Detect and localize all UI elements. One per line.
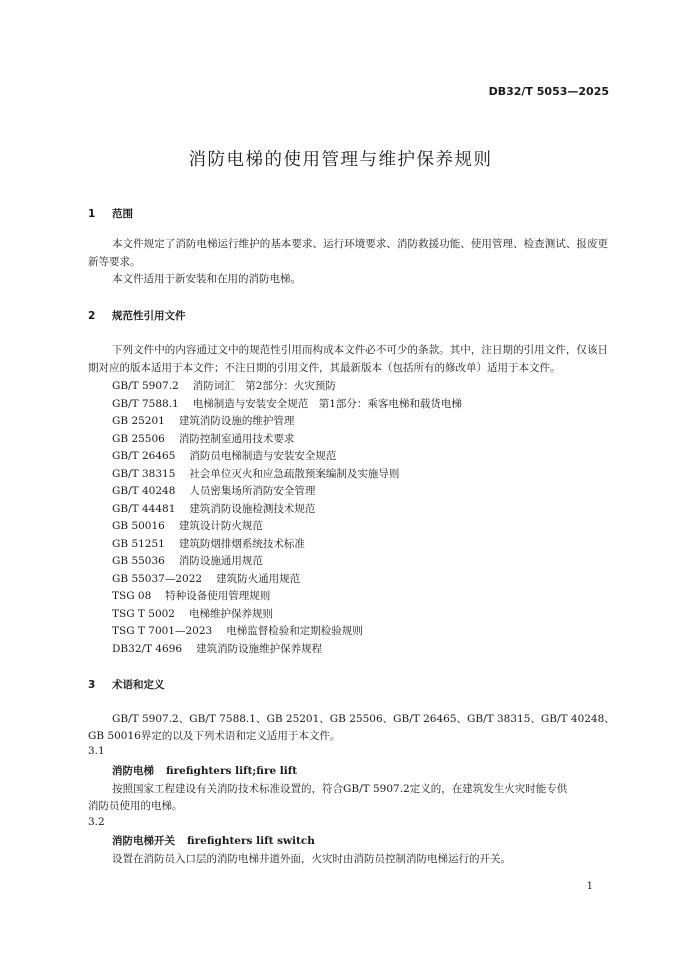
terms-intro-line-1: GB/T 5907.2、GB/T 7588.1、GB 25201、GB 25506、GB/T 26465、GB/T 38315、GB/T 40248、 (112, 713, 615, 725)
reference-title: 社会单位灭火和应急疏散预案编制及实施导则 (189, 468, 400, 480)
reference-code: GB/T 26465 (112, 450, 176, 462)
reference-code: GB 51251 (112, 538, 165, 550)
reference-title: 建筑设计防火规范 (178, 520, 263, 532)
reference-title: 建筑防火通用规范 (216, 573, 301, 585)
page-number: 1 (586, 881, 593, 892)
reference-title: 建筑消防设施检测技术规范 (189, 503, 316, 515)
term-name (112, 763, 297, 778)
scope-paragraph-1: 本文件规定了消防电梯运行维护的基本要求、运行环境要求、消防救援功能、使用管理、检查测试、报废更新等要求。 (88, 238, 608, 268)
term-number: 3.1 (88, 745, 105, 757)
term-chinese: 消防电梯开关 (112, 835, 175, 847)
reference-code: GB/T 5907.2 (112, 380, 179, 392)
section-number: 3 (88, 679, 96, 691)
reference-code: TSG 08 (112, 590, 152, 602)
reference-title: 消防控制室通用技术要求 (178, 433, 295, 445)
terms-intro-line-2: GB 50016界定的以及下列术语和定义适用于本文件。 (88, 730, 341, 742)
reference-item (112, 483, 315, 498)
reference-item (112, 396, 462, 411)
reference-code: TSG T 7001—2023 (112, 625, 213, 637)
reference-item (112, 448, 336, 463)
reference-item (112, 431, 294, 446)
reference-title: 建筑消防设施的维护管理 (178, 415, 295, 427)
reference-code: TSG T 5002 (112, 608, 175, 620)
reference-code: GB/T 38315 (112, 468, 176, 480)
document-code: DB32/T 5053—2025 (488, 85, 609, 98)
reference-code: DB32/T 4696 (112, 643, 183, 655)
section-heading-terms-definitions (88, 677, 165, 692)
reference-code: GB/T 44481 (112, 503, 176, 515)
reference-code: GB/T 7588.1 (112, 398, 179, 410)
section-heading-normative-references (88, 308, 186, 323)
reference-title: 人员密集场所消防安全管理 (189, 485, 316, 497)
term-definition-line-1: 按照国家工程建设有关消防技术标准设置的，符合GB/T 5907.2定义的，在建筑发生火灾时能专供 (112, 783, 568, 795)
reference-item (112, 413, 294, 428)
reference-item (112, 623, 363, 638)
reference-title: 电梯制造与安装安全规范 第1部分：乘客电梯和载货电梯 (192, 398, 462, 410)
reference-item (112, 606, 273, 621)
term-name (112, 833, 315, 848)
term-english: firefighters lift switch (187, 835, 315, 847)
reference-code: GB 50016 (112, 520, 165, 532)
reference-title: 电梯监督检验和定期检验规则 (226, 625, 363, 637)
section-number: 2 (88, 310, 96, 322)
term-chinese: 消防电梯 (112, 765, 154, 777)
reference-item (112, 378, 336, 393)
reference-code: GB 55036 (112, 555, 165, 567)
reference-title: 消防员电梯制造与安装安全规范 (189, 450, 337, 462)
reference-title: 消防词汇 第2部分：火灾预防 (192, 380, 336, 392)
reference-item (112, 536, 305, 551)
reference-code: GB 25506 (112, 433, 165, 445)
reference-item (112, 518, 263, 533)
reference-title: 特种设备使用管理规则 (165, 590, 271, 602)
reference-item (112, 553, 263, 568)
reference-item (112, 466, 399, 481)
scope-paragraph-2: 本文件适用于新安装和在用的消防电梯。 (112, 273, 301, 285)
section-title: 规范性引用文件 (112, 310, 186, 322)
section-heading-scope (88, 206, 133, 221)
section-title: 术语和定义 (112, 679, 165, 691)
reference-code: GB 25201 (112, 415, 165, 427)
term-definition-line-2: 消防员使用的电梯。 (88, 800, 183, 812)
reference-title: 建筑防烟排烟系统技术标准 (178, 538, 305, 550)
reference-title: 建筑消防设施维护保养规程 (196, 643, 323, 655)
reference-code: GB 55037—2022 (112, 573, 203, 585)
reference-title: 消防设施通用规范 (178, 555, 263, 567)
reference-title: 电梯维护保养规则 (189, 608, 273, 620)
reference-item (112, 501, 315, 516)
reference-code: GB/T 40248 (112, 485, 176, 497)
references-intro: 下列文件中的内容通过文中的规范性引用而构成本文件必不可少的条款。其中，注日期的引用文件，仅该日期对应的版本适用于本文件；不注日期的引用文件，其最新版本（包括所有的修改单）适用于本文件。 (88, 344, 608, 374)
section-title: 范围 (112, 208, 133, 220)
term-number: 3.2 (88, 816, 105, 828)
reference-item (112, 588, 270, 603)
document-title: 消防电梯的使用管理与维护保养规则 (188, 150, 493, 170)
term-definition-line-1: 设置在消防员入口层的消防电梯井道外面，火灾时由消防员控制消防电梯运行的开关。 (112, 853, 511, 865)
reference-item (112, 641, 322, 656)
section-number: 1 (88, 208, 96, 220)
reference-item (112, 571, 300, 586)
term-english: firefighters lift;fire lift (166, 765, 298, 777)
